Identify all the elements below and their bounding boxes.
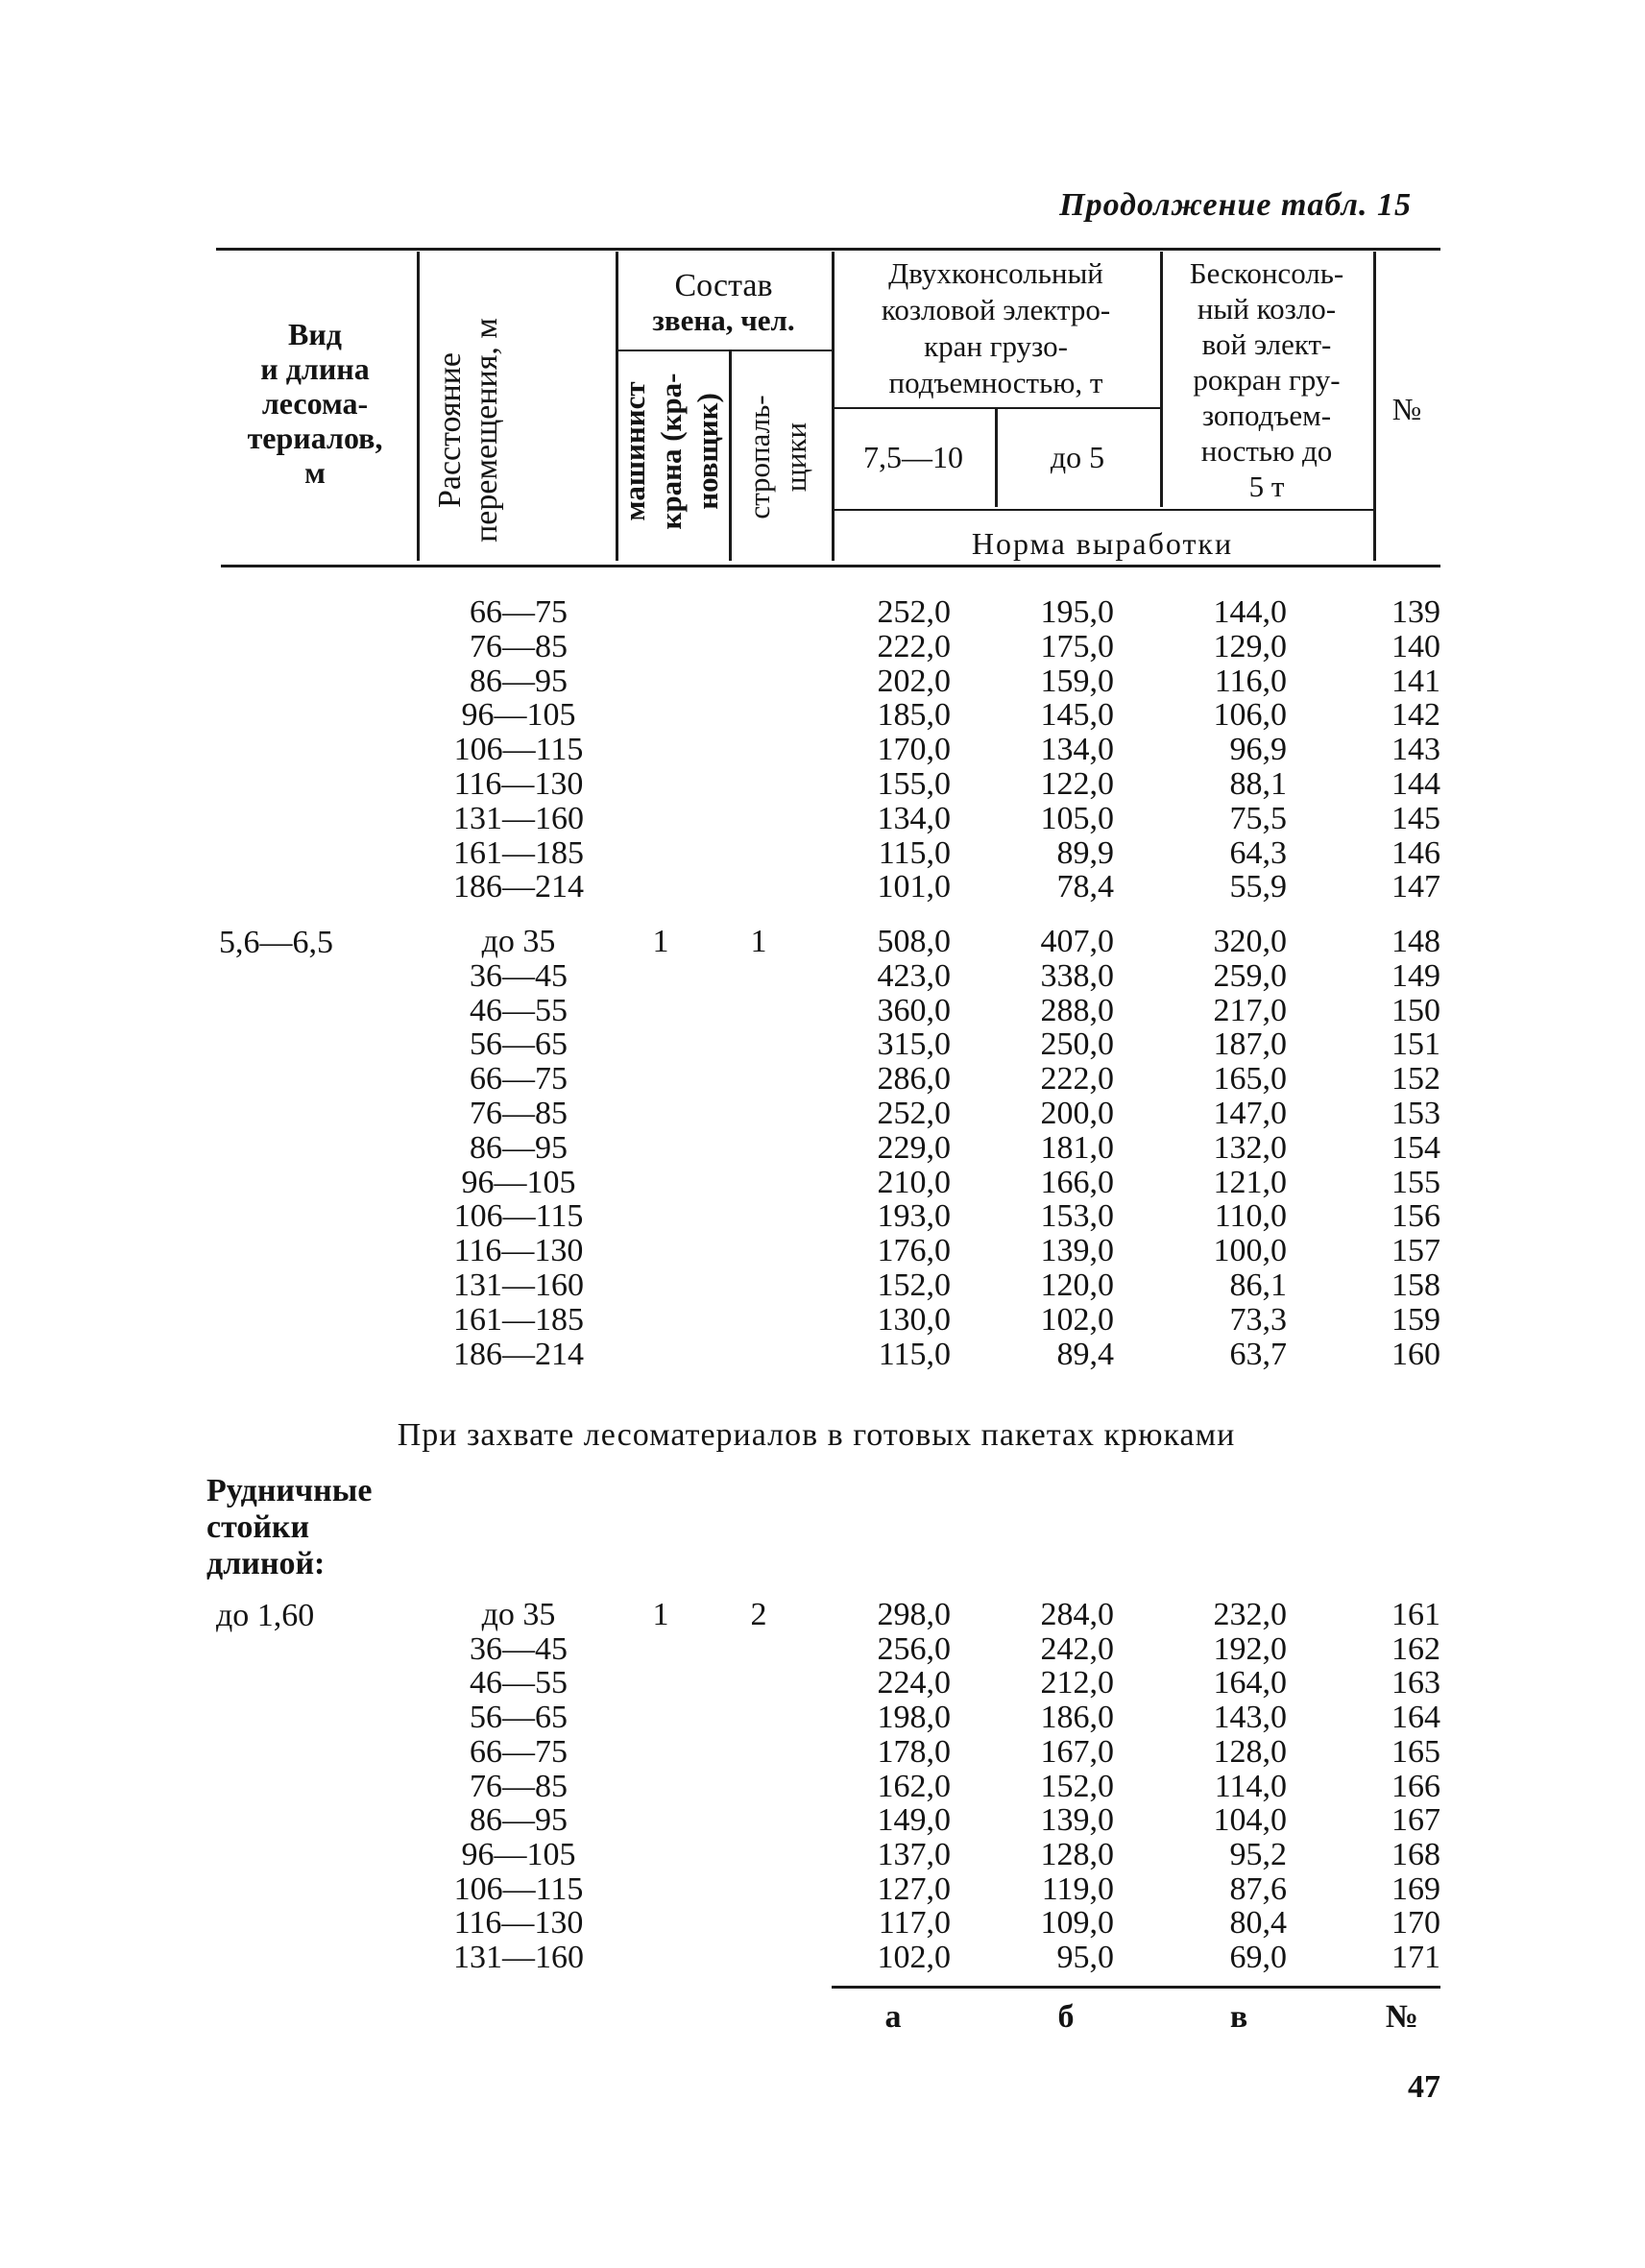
cell-distance: 106—115 (453, 1198, 584, 1235)
cell-value-a: 149,0 (877, 1802, 951, 1839)
cell-distance: 76—85 (470, 628, 568, 664)
cell-value-v: 320,0 (1213, 924, 1287, 959)
cell-value-b: 338,0 (1040, 957, 1114, 994)
cell-row-number: 156 (1391, 1198, 1440, 1235)
cell-distance: 106—115 (453, 1870, 584, 1907)
cell-value-v: 132,0 (1213, 1129, 1287, 1166)
cell-value-v: 116,0 (1214, 663, 1287, 699)
table-row (0, 925, 1645, 959)
cell-value-a: 224,0 (877, 1665, 951, 1701)
cell-distance: 96—105 (461, 1836, 576, 1872)
cell-value-a: 256,0 (877, 1630, 951, 1667)
cell-value-a: 115,0 (878, 1336, 951, 1372)
cell-row-number: 170 (1391, 1905, 1440, 1942)
group2-label: 5,6—6,5 (219, 925, 333, 960)
cell-value-v: 144,0 (1213, 594, 1287, 630)
cell-value-b: 250,0 (1040, 1026, 1114, 1063)
cell-distance: 46—55 (470, 992, 568, 1028)
cell-row-number: 149 (1391, 957, 1440, 994)
header-double-console (832, 255, 1160, 401)
header-crew-line1: Состав (674, 268, 773, 303)
cell-value-a: 360,0 (877, 992, 951, 1028)
footer-col-a: а (884, 1999, 902, 2035)
cell-value-v: 88,1 (1229, 766, 1287, 802)
cell-row-number: 143 (1391, 732, 1440, 768)
header-type-line3: лесома- (261, 386, 369, 421)
capacity-sub-rule (832, 407, 1160, 409)
header-type-line2: и длина (260, 351, 370, 386)
cell-value-b: 167,0 (1040, 1733, 1114, 1770)
header-distance (432, 277, 528, 584)
cell-value-v: 114,0 (1214, 1768, 1287, 1804)
footer-col-number: № (1385, 1999, 1419, 2035)
table-row (0, 1803, 1645, 1838)
footer-col-v: в (1229, 1999, 1248, 2035)
cell-value-v: 80,4 (1229, 1905, 1287, 1942)
table-row (0, 870, 1645, 905)
cell-value-v: 129,0 (1213, 628, 1287, 664)
cell-row-number: 147 (1391, 869, 1440, 905)
table-row (0, 1770, 1645, 1804)
group3-operator: 1 (652, 1597, 669, 1632)
cell-value-v: 104,0 (1213, 1802, 1287, 1839)
header-norm: Норма выработки (971, 526, 1234, 561)
cell-value-a: 202,0 (877, 663, 951, 699)
header-nocons-line1: Бесконсоль- (1189, 256, 1344, 290)
cell-value-v: 128,0 (1213, 1733, 1287, 1770)
cell-row-number: 152 (1391, 1061, 1440, 1098)
cell-value-a: 229,0 (877, 1129, 951, 1166)
header-double-line1: Двухконсольный (888, 256, 1103, 290)
cell-value-v: 187,0 (1213, 1026, 1287, 1063)
header-type-length (219, 317, 411, 490)
cell-value-v: 121,0 (1213, 1164, 1287, 1200)
cell-value-a: 178,0 (877, 1733, 951, 1770)
cell-value-b: 139,0 (1040, 1233, 1114, 1269)
cell-value-a: 176,0 (877, 1233, 951, 1269)
header-nocons-line7: 5 т (1248, 470, 1285, 503)
group3-title-line3: длиной: (206, 1546, 326, 1581)
cell-value-a: 315,0 (877, 1026, 951, 1063)
cell-value-v: 55,9 (1229, 869, 1287, 905)
cell-row-number: 171 (1391, 1940, 1440, 1975)
cell-distance: 56—65 (470, 1700, 568, 1736)
cell-row-number: 148 (1391, 924, 1440, 959)
cell-distance: 186—214 (453, 869, 584, 905)
table-row (0, 1598, 1645, 1632)
header-crew-line2: звена, чел. (652, 303, 795, 337)
cell-value-a: 137,0 (877, 1836, 951, 1872)
cell-value-a: 210,0 (877, 1164, 951, 1200)
cell-value-a: 508,0 (877, 924, 951, 959)
cell-row-number: 145 (1391, 800, 1440, 836)
header-type-line5: м (304, 455, 326, 490)
cell-value-b: 89,9 (1056, 834, 1114, 871)
table-continuation-caption: Продолжение табл. 15 (1059, 187, 1412, 223)
cell-value-b: 181,0 (1040, 1129, 1114, 1166)
cell-row-number: 140 (1391, 628, 1440, 664)
cell-distance: 106—115 (453, 732, 584, 768)
footer-rule (832, 1986, 1440, 1989)
group3-slinger: 2 (750, 1597, 767, 1632)
header-operator-line3: новщик) (690, 393, 724, 510)
cell-value-a: 115,0 (878, 834, 951, 871)
cell-row-number: 146 (1391, 834, 1440, 871)
cell-distance: до 35 (481, 1597, 556, 1632)
cell-value-b: 186,0 (1040, 1700, 1114, 1736)
table-row (0, 959, 1645, 994)
cell-row-number: 150 (1391, 992, 1440, 1028)
header-double-line4: подъемностью, т (888, 366, 1103, 399)
table-row (0, 1062, 1645, 1097)
cell-distance: 86—95 (470, 1802, 568, 1839)
header-nocons-line6: ностью до (1200, 434, 1333, 468)
cell-value-v: 95,2 (1229, 1836, 1287, 1872)
cell-distance: 131—160 (453, 1267, 584, 1303)
header-operator-line1: машинист (617, 381, 651, 521)
cell-value-b: 242,0 (1040, 1630, 1114, 1667)
group3-label: до 1,60 (216, 1598, 315, 1633)
cell-row-number: 162 (1391, 1630, 1440, 1667)
group3-title (206, 1473, 372, 1582)
header-double-line2: козловой электро- (881, 293, 1111, 326)
cell-value-b: 222,0 (1040, 1061, 1114, 1098)
header-bottom-rule (221, 565, 1440, 567)
table-row (0, 1941, 1645, 1975)
section-subheading: При захвате лесоматериалов в готовых пакетах крюками (397, 1417, 1236, 1453)
cell-row-number: 144 (1391, 766, 1440, 802)
table-row (0, 1268, 1645, 1303)
cell-distance: 76—85 (470, 1096, 568, 1131)
cell-distance: 186—214 (453, 1336, 584, 1372)
header-crew (616, 269, 832, 338)
cell-row-number: 155 (1391, 1164, 1440, 1200)
header-capacity-b: до 5 (1050, 440, 1105, 474)
cell-distance: 86—95 (470, 1129, 568, 1166)
cell-value-b: 105,0 (1040, 800, 1114, 836)
table-row (0, 664, 1645, 699)
cell-distance: 86—95 (470, 663, 568, 699)
cell-value-b: 153,0 (1040, 1198, 1114, 1235)
cell-row-number: 154 (1391, 1129, 1440, 1166)
cell-row-number: 167 (1391, 1802, 1440, 1839)
header-distance-line1: Расстояние (432, 351, 468, 509)
cell-row-number: 157 (1391, 1233, 1440, 1269)
table-row (0, 1303, 1645, 1338)
cell-value-b: 95,0 (1056, 1940, 1114, 1975)
cell-value-v: 75,5 (1229, 800, 1287, 836)
cell-value-b: 119,0 (1041, 1870, 1114, 1907)
cell-value-v: 63,7 (1229, 1336, 1287, 1372)
cell-value-a: 286,0 (877, 1061, 951, 1098)
cell-value-b: 122,0 (1040, 766, 1114, 802)
cell-distance: 96—105 (461, 1164, 576, 1200)
table-row (0, 836, 1645, 871)
header-nocons-line2: ный козло- (1197, 292, 1337, 326)
table-row (0, 994, 1645, 1028)
cell-distance: 116—130 (453, 766, 584, 802)
header-nocons-line5: зоподъем- (1201, 398, 1332, 432)
table-row (0, 1632, 1645, 1667)
table-row (0, 595, 1645, 630)
table-row (0, 1735, 1645, 1770)
cell-value-a: 185,0 (877, 697, 951, 734)
cell-value-b: 407,0 (1040, 924, 1114, 959)
cell-value-v: 87,6 (1229, 1870, 1287, 1907)
table-row (0, 1701, 1645, 1735)
cell-value-b: 145,0 (1040, 697, 1114, 734)
table-row (0, 1027, 1645, 1062)
cell-distance: 56—65 (470, 1026, 568, 1063)
cell-row-number: 158 (1391, 1267, 1440, 1303)
header-top-rule (216, 248, 1440, 251)
table-row (0, 1338, 1645, 1372)
table-row (0, 630, 1645, 664)
cell-value-b: 159,0 (1040, 663, 1114, 699)
table-row (0, 1872, 1645, 1907)
table-row (0, 802, 1645, 836)
cell-value-a: 423,0 (877, 957, 951, 994)
header-divider-3 (729, 350, 732, 561)
cell-value-v: 110,0 (1214, 1198, 1287, 1235)
cell-value-a: 222,0 (877, 628, 951, 664)
cell-value-v: 106,0 (1213, 697, 1287, 734)
cell-value-v: 100,0 (1213, 1233, 1287, 1269)
page-number: 47 (1408, 2069, 1440, 2105)
cell-value-v: 165,0 (1213, 1061, 1287, 1098)
cell-value-b: 195,0 (1040, 594, 1114, 630)
header-nocons-line3: вой элект- (1201, 327, 1332, 361)
cell-value-a: 155,0 (877, 766, 951, 802)
cell-distance: 131—160 (453, 800, 584, 836)
header-double-line3: кран грузо- (924, 329, 1068, 363)
table-row (0, 1166, 1645, 1200)
cell-value-b: 166,0 (1040, 1164, 1114, 1200)
cell-distance: 116—130 (453, 1233, 584, 1269)
cell-value-a: 117,0 (878, 1905, 951, 1942)
cell-row-number: 151 (1391, 1026, 1440, 1063)
cell-value-b: 175,0 (1040, 628, 1114, 664)
cell-value-b: 139,0 (1040, 1802, 1114, 1839)
cell-value-v: 69,0 (1229, 1940, 1287, 1975)
cell-value-b: 89,4 (1056, 1336, 1114, 1372)
cell-value-a: 130,0 (877, 1301, 951, 1338)
table-row (0, 1666, 1645, 1701)
cell-value-a: 252,0 (877, 1096, 951, 1131)
cell-value-a: 170,0 (877, 732, 951, 768)
cell-value-a: 298,0 (877, 1597, 951, 1632)
table-row (0, 767, 1645, 802)
header-type-line4: териалов, (247, 421, 383, 455)
norm-rule (832, 509, 1373, 511)
cell-value-v: 86,1 (1229, 1267, 1287, 1303)
cell-value-b: 212,0 (1040, 1665, 1114, 1701)
group2-slinger: 1 (750, 924, 767, 959)
cell-row-number: 141 (1391, 663, 1440, 699)
cell-value-a: 102,0 (877, 1940, 951, 1975)
header-distance-line2: перемещения, м (469, 318, 504, 543)
group3-title-line2: стойки (206, 1509, 310, 1545)
cell-distance: до 35 (481, 924, 556, 959)
cell-row-number: 159 (1391, 1301, 1440, 1338)
cell-row-number: 168 (1391, 1836, 1440, 1872)
cell-distance: 161—185 (453, 1301, 584, 1338)
header-slinger-line1: стропаль- (742, 395, 776, 519)
cell-value-b: 128,0 (1040, 1836, 1114, 1872)
cell-row-number: 165 (1391, 1733, 1440, 1770)
header-capacity-a: 7,5—10 (863, 440, 963, 474)
header-nocons-line4: рокран гру- (1193, 363, 1341, 397)
table-row (0, 1234, 1645, 1268)
cell-value-v: 192,0 (1213, 1630, 1287, 1667)
table-row (0, 1906, 1645, 1941)
cell-distance: 116—130 (453, 1905, 584, 1942)
header-operator (617, 346, 728, 557)
cell-value-v: 64,3 (1229, 834, 1287, 871)
table-row (0, 733, 1645, 767)
cell-distance: 96—105 (461, 697, 576, 734)
table-row (0, 1097, 1645, 1131)
cell-distance: 36—45 (470, 957, 568, 994)
cell-row-number: 169 (1391, 1870, 1440, 1907)
header-no-console (1160, 255, 1373, 504)
cell-value-b: 288,0 (1040, 992, 1114, 1028)
cell-row-number: 160 (1391, 1336, 1440, 1372)
cell-value-a: 198,0 (877, 1700, 951, 1736)
table-row (0, 1199, 1645, 1234)
cell-value-b: 200,0 (1040, 1096, 1114, 1131)
cell-distance: 131—160 (453, 1940, 584, 1975)
cell-value-v: 96,9 (1229, 732, 1287, 768)
cell-value-b: 152,0 (1040, 1768, 1114, 1804)
cell-distance: 76—85 (470, 1768, 568, 1804)
group2-operator: 1 (652, 924, 669, 959)
cell-value-a: 152,0 (877, 1267, 951, 1303)
cell-value-v: 217,0 (1213, 992, 1287, 1028)
header-type-line1: Вид (288, 317, 342, 351)
cell-value-a: 193,0 (877, 1198, 951, 1235)
cell-distance: 66—75 (470, 1061, 568, 1098)
cell-value-b: 78,4 (1056, 869, 1114, 905)
cell-value-v: 164,0 (1213, 1665, 1287, 1701)
cell-row-number: 139 (1391, 594, 1440, 630)
group3-title-line1: Рудничные (206, 1473, 373, 1508)
cell-value-a: 101,0 (877, 869, 951, 905)
footer-col-b: б (1057, 1999, 1075, 2035)
header-slinger-line2: щики (779, 422, 812, 493)
cell-distance: 66—75 (470, 594, 568, 630)
cell-value-b: 109,0 (1040, 1905, 1114, 1942)
cell-value-v: 259,0 (1213, 957, 1287, 994)
header-slinger (741, 351, 818, 563)
cell-row-number: 153 (1391, 1096, 1440, 1131)
cell-row-number: 161 (1391, 1597, 1440, 1632)
table-row (0, 698, 1645, 733)
cell-value-a: 162,0 (877, 1768, 951, 1804)
cell-value-v: 232,0 (1213, 1597, 1287, 1632)
header-operator-line2: крана (кра- (654, 373, 688, 530)
cell-row-number: 166 (1391, 1768, 1440, 1804)
cell-value-v: 147,0 (1213, 1096, 1287, 1131)
cell-value-b: 134,0 (1040, 732, 1114, 768)
cell-distance: 161—185 (453, 834, 584, 871)
cell-value-a: 134,0 (877, 800, 951, 836)
header-divider-1 (417, 252, 420, 561)
cell-distance: 46—55 (470, 1665, 568, 1701)
cell-value-v: 143,0 (1213, 1700, 1287, 1736)
cell-value-b: 102,0 (1040, 1301, 1114, 1338)
cell-row-number: 163 (1391, 1665, 1440, 1701)
cell-row-number: 142 (1391, 697, 1440, 734)
cell-value-b: 284,0 (1040, 1597, 1114, 1632)
table-row (0, 1131, 1645, 1166)
cell-value-a: 127,0 (877, 1870, 951, 1907)
header-number: № (1391, 392, 1422, 426)
cell-row-number: 164 (1391, 1700, 1440, 1736)
cell-distance: 36—45 (470, 1630, 568, 1667)
table-row (0, 1838, 1645, 1872)
cell-distance: 66—75 (470, 1733, 568, 1770)
cell-value-b: 120,0 (1040, 1267, 1114, 1303)
cell-value-v: 73,3 (1229, 1301, 1287, 1338)
cell-value-a: 252,0 (877, 594, 951, 630)
